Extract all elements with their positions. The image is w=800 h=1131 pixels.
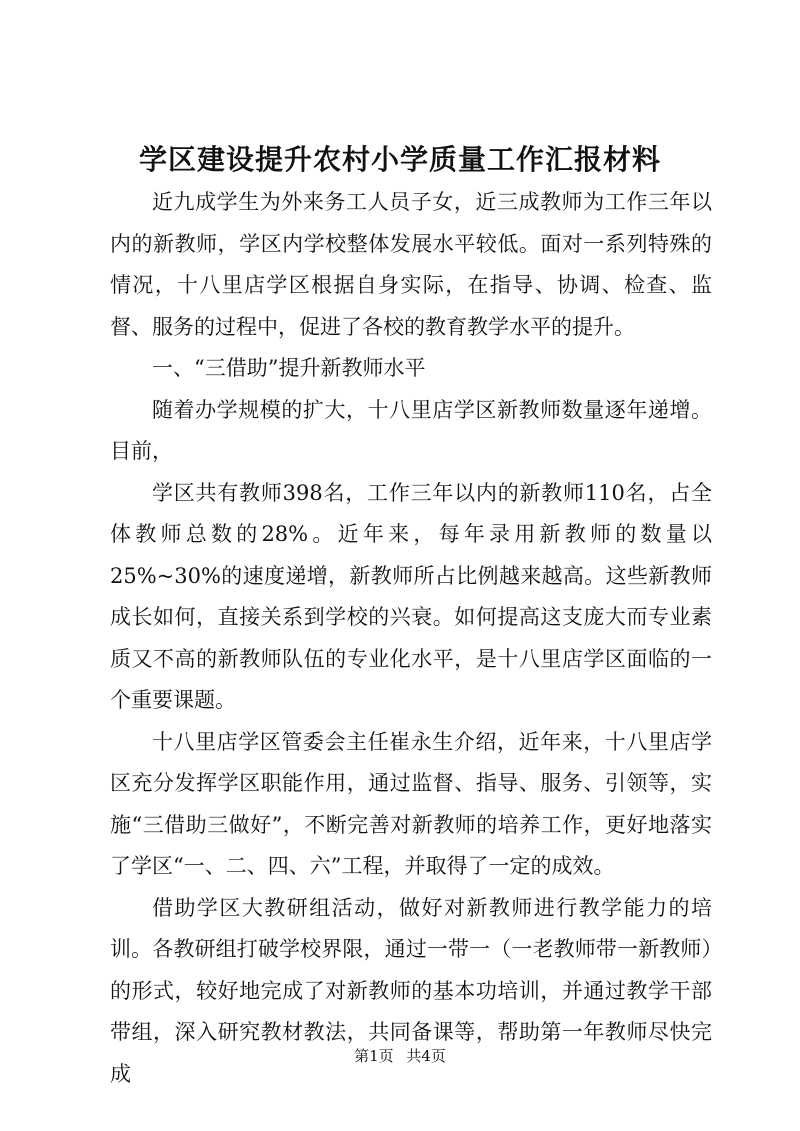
paragraph-intro: 近九成学生为外来务工人员子女，近三成教师为工作三年以内的新教师，学区内学校整体发展水平较低。面对一系列特殊的情况，十八里店学区根据自身实际，在指导、协调、检查、监督、服务的过程中，促进了各校的教育教学水平的提升。 xyxy=(110,190,712,339)
section-heading-1: 一、“三借助”提升新教师水平 xyxy=(152,356,426,380)
paragraph-4: 十八里店学区管委会主任崔永生介绍，近年来，十八里店学区充分发挥学区职能作用，通过监督、指导、服务、引领等，实施“三借助三做好”，不断完善对新教师的培养工作，更好地落实了学区“一、二、四、六”工程，并取得了一定的成效。 xyxy=(110,729,712,878)
paragraph-2: 随着办学规模的扩大，十八里店学区新教师数量逐年递增。目前， xyxy=(110,397,712,463)
page-total: 共4页 xyxy=(406,1047,446,1065)
paragraph-3: 学区共有教师398名，工作三年以内的新教师110名，占全体教师总数的28%。近年来，每年录用新教师的数量以25%~30%的速度递增，新教师所占比例越来越高。这些新教师成长如何，直接关系到学校的兴衰。如何提高这支庞大而专业素质又不高的新教师队伍的专业化水平，是十八里店学区面临的一个重要课题。 xyxy=(110,480,712,712)
page-footer xyxy=(0,1046,800,1066)
document-title: 学区建设提升农村小学质量工作汇报材料 xyxy=(138,143,661,176)
page-number: 第1页 xyxy=(354,1047,394,1065)
document-body xyxy=(110,182,712,1095)
paragraph-5: 借助学区大教研组活动，做好对新教师进行教学能力的培训。各教研组打破学校界限，通过一带一（一老教师带一新教师）的形式，较好地完成了对新教师的基本功培训，并通过教学干部带组，深入研究教材教法，共同备课等，帮助第一年教师尽快完成 xyxy=(110,895,712,1086)
